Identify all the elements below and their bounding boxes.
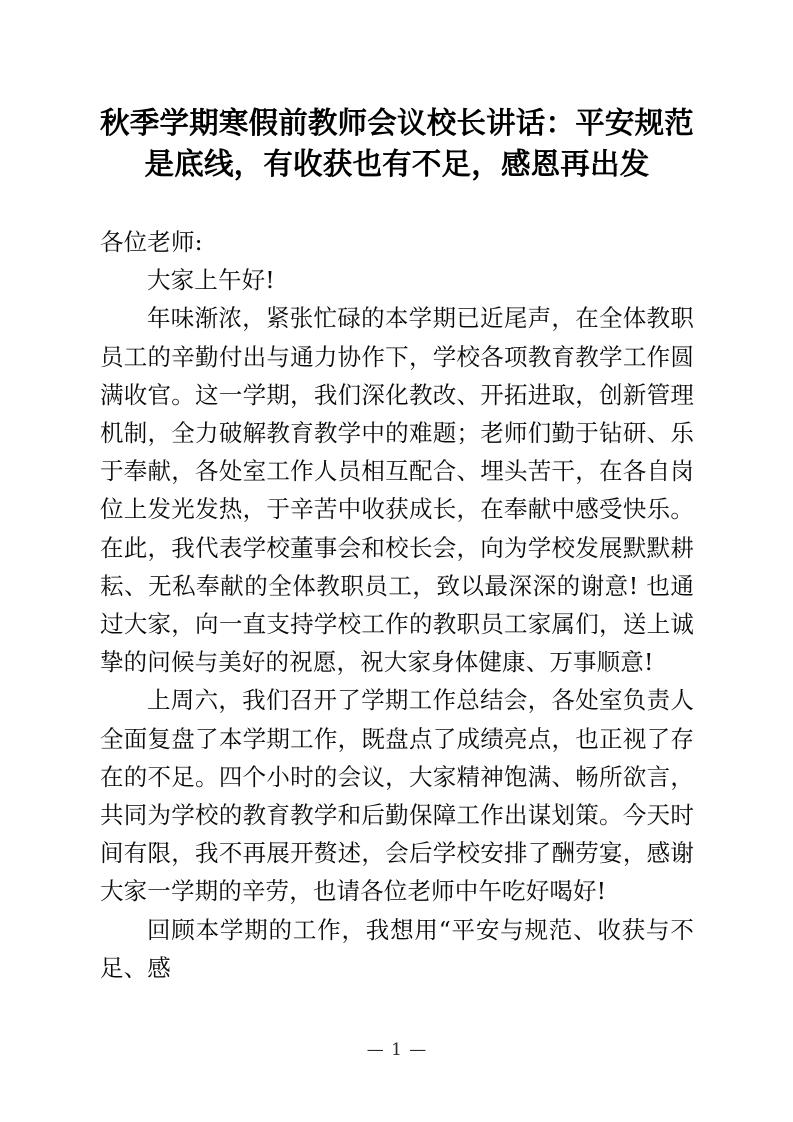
document-body xyxy=(100,223,694,987)
paragraph-summary-meeting: 上周六，我们召开了学期工作总结会，各处室负责人全面复盘了本学期工作，既盘点了成绩亮点，也正视了存在的不足。四个小时的会议，大家精神饱满、畅所欲言，共同为学校的教育教学和后勤保障工作出谋划策。今天时间有限，我不再展开赘述，会后学校安排了酬劳宴，感谢大家一学期的辛劳，也请各位老师中午吃好喝好! xyxy=(100,686,694,906)
document-content xyxy=(100,103,694,987)
page-number: — 1 — xyxy=(366,1040,428,1060)
page-title: 秋季学期寒假前教师会议校长讲话：平安规范是底线，有收获也有不足，感恩再出发 xyxy=(100,106,695,181)
paragraph-thanks: 年味渐浓，紧张忙碌的本学期已近尾声，在全体教职员工的辛勤付出与通力协作下，学校各项教育教学工作圆满收官。这一学期，我们深化教改、开拓进取，创新管理机制，全力破解教育教学中的难题；老师们勤于钻研、乐于奉献，各处室工作人员相互配合、埋头苦干，在各自岗位上发光发热，于辛苦中收获成长，在奉献中感受快乐。在此，我代表学校董事会和校长会，向为学校发展默默耕耘、无私奉献的全体教职员工，致以最深深的谢意! 也通过大家，向一直支持学校工作的教职员工家属们，送上诚挚的问候与美好的祝愿，祝大家身体健康、万事顺意! xyxy=(100,304,694,677)
salutation-line: 各位老师: xyxy=(100,228,203,256)
paragraph-review-intro: 回顾本学期的工作，我想用“平安与规范、收获与不足、感 xyxy=(100,915,694,982)
page-footer xyxy=(100,1040,694,1060)
paragraph-greeting: 大家上午好! xyxy=(147,266,275,295)
